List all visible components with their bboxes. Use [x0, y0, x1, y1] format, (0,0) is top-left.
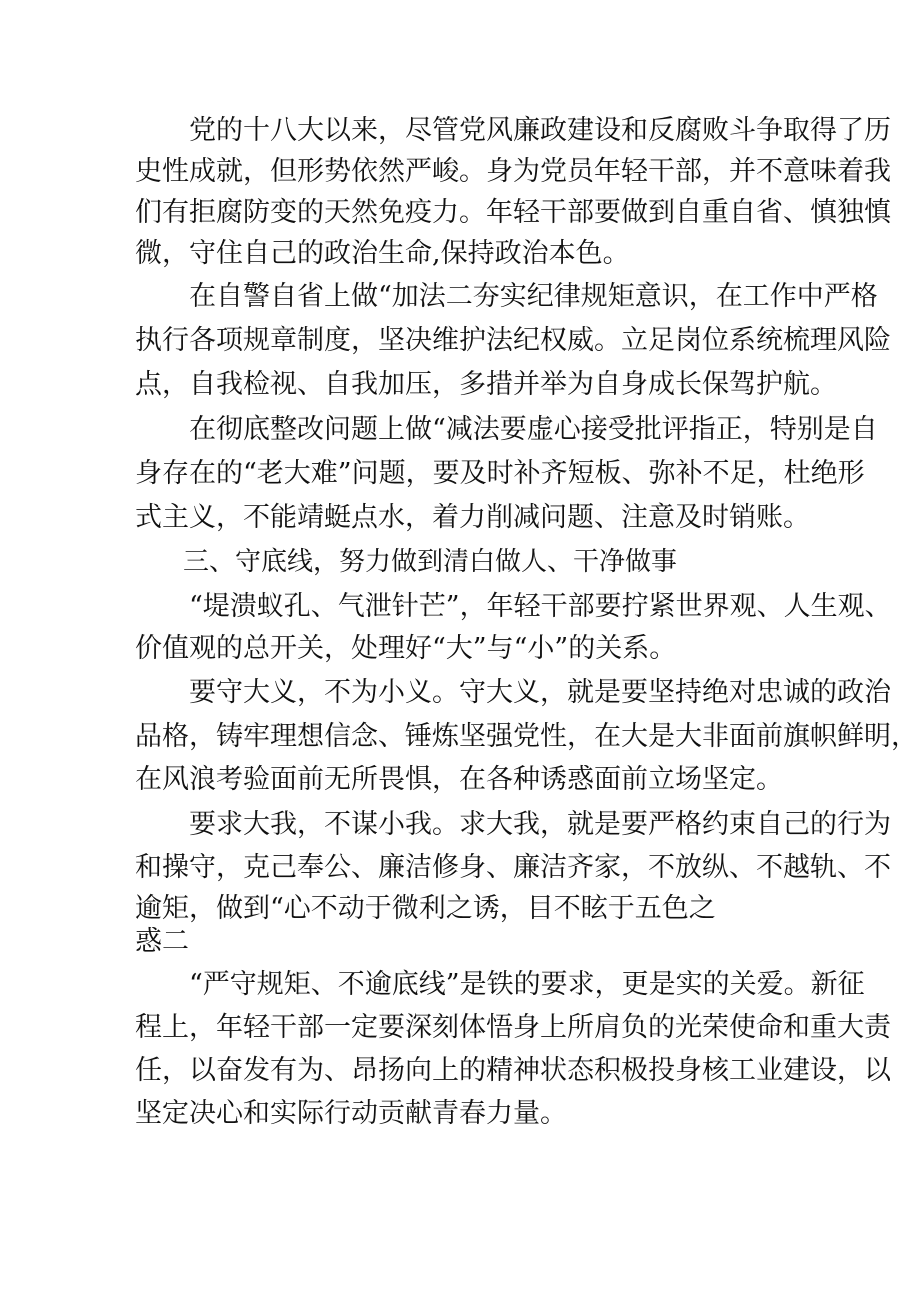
body-text-line: 式主义，不能靖蜓点水，着力削减问题、注意及时销账。 [135, 502, 810, 533]
body-text-line: 逾矩，做到“心不动于微利之诱，目不眩于五色之 [135, 893, 716, 924]
body-text-line: 品格，铸牢理想信念、锤炼坚强党性，在大是大非面前旗帜鲜明， [135, 721, 918, 752]
body-text-line: 任，以奋发有为、昂扬向上的精神状态积极投身核工业建设，以 [135, 1055, 891, 1086]
body-text-line: 在风浪考验面前无所畏惧，在各种诱惑面前立场坚定。 [135, 764, 783, 795]
body-text-line: 和操守，克己奉公、廉洁修身、廉洁齐家，不放纵、不越轨、不 [135, 852, 891, 883]
body-text-line: 惑二 [135, 926, 189, 957]
body-text-line: 执行各项规章制度，坚决维护法纪权威。立足岗位系统梳理风险 [135, 325, 891, 356]
body-text-line: 坚定决心和实际行动贡献青春力量。 [135, 1098, 567, 1129]
body-text-line: 微，守住自己的政治生命,保持政治本色。 [135, 238, 630, 269]
section-heading: 三、守底线，努力做到清白做人、干净做事 [183, 547, 678, 577]
body-text-line: 史性成就，但形势依然严峻。身为党员年轻干部，并不意味着我 [135, 156, 891, 187]
body-text-line: 点，自我检视、自我加压，多措并举为自身成长保驾护航。 [135, 369, 837, 400]
body-text-line: 在彻底整改问题上做“减法要虚心接受批评指正，特别是自 [135, 414, 878, 445]
body-text-line: 价值观的总开关，处理好“大”与“小”的关系。 [135, 633, 677, 664]
body-text-line: “严守规矩、不逾底线”是铁的要求，更是实的关爱。新征 [135, 969, 865, 1000]
body-text-line: 要求大我，不谋小我。求大我，就是要严格约束自己的行为 [135, 809, 891, 840]
body-text-line: 身存在的“老大难”问题，要及时补齐短板、弥补不足，杜绝形 [135, 458, 865, 489]
body-text-line: “堤溃蚁孔、气泄针芒”，年轻干部要拧紧世界观、人生观、 [135, 591, 892, 622]
body-text-line: 要守大义，不为小义。守大义，就是要坚持绝对忠诚的政治 [135, 677, 891, 708]
body-text-line: 们有拒腐防变的天然免疫力。年轻干部要做到自重自省、慎独慎 [135, 197, 891, 228]
body-text-line: 在自警自省上做“加法二夯实纪律规矩意识，在工作中严格 [135, 281, 878, 312]
body-text-line: 党的十八大以来，尽管党风廉政建设和反腐败斗争取得了历 [135, 115, 891, 146]
body-text-line: 程上，年轻干部一定要深刻体悟身上所肩负的光荣使命和重大责 [135, 1012, 891, 1043]
